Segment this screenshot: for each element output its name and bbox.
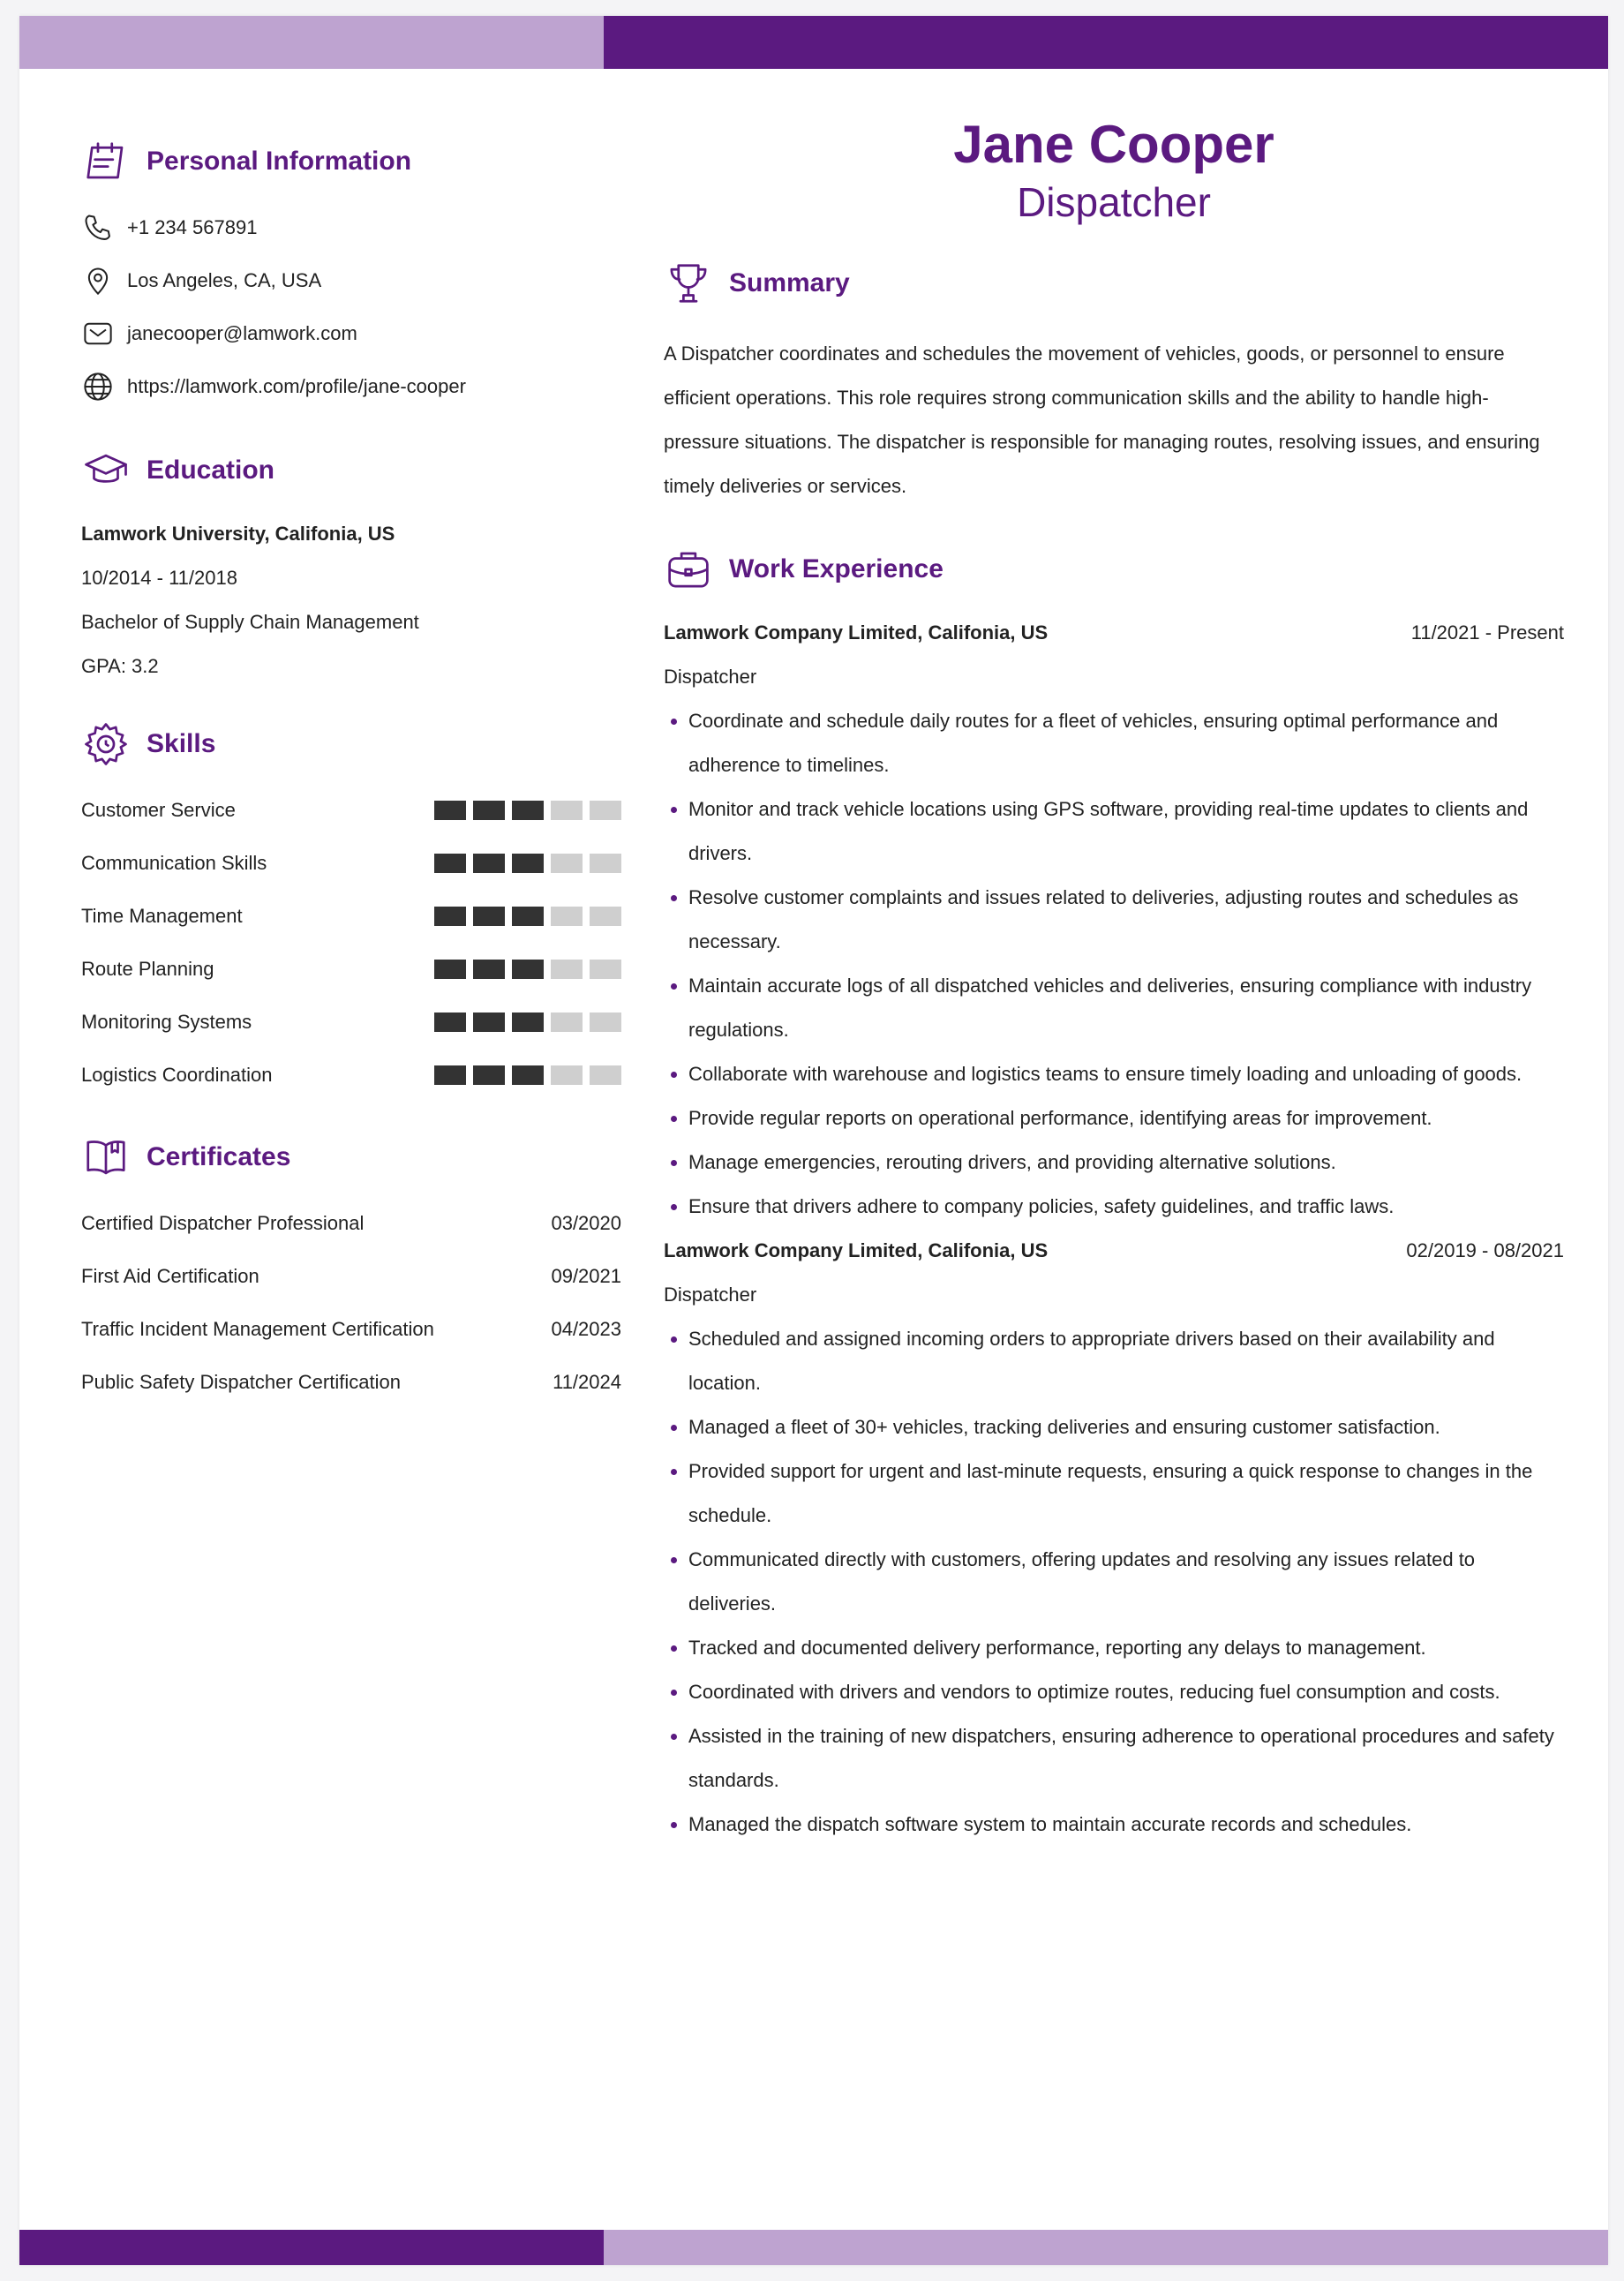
job-bullet: Scheduled and assigned incoming orders to appropriate drivers based on their availability and location. bbox=[664, 1317, 1564, 1405]
education-school: Lamwork University, Califonia, US bbox=[81, 523, 395, 545]
skill-name: Customer Service bbox=[81, 799, 236, 821]
job-role: Dispatcher bbox=[664, 1284, 757, 1306]
certificate-row bbox=[81, 1303, 621, 1356]
skill-level-meter bbox=[434, 1013, 621, 1032]
skill-level-filled bbox=[434, 801, 466, 820]
skills-heading: Skills bbox=[147, 729, 216, 758]
job-bullet: Coordinate and schedule daily routes for a fleet of vehicles, ensuring optimal performance and adherence to timelines. bbox=[664, 699, 1564, 787]
skill-level-filled bbox=[434, 854, 466, 873]
job-bullet: Communicated directly with customers, offering updates and resolving any issues related to deliveries. bbox=[664, 1538, 1564, 1626]
candidate-title: Dispatcher bbox=[1017, 179, 1211, 225]
job-bullet: Provided support for urgent and last-minute requests, ensuring a quick response to changes in the schedule. bbox=[664, 1449, 1564, 1538]
skill-level-filled bbox=[473, 1013, 505, 1032]
education-header bbox=[81, 440, 621, 501]
skill-row bbox=[81, 837, 621, 890]
certificate-date: 04/2023 bbox=[551, 1318, 621, 1340]
job-bullet: Provide regular reports on operational performance, identifying areas for improvement. bbox=[664, 1096, 1564, 1140]
certificates-heading: Certificates bbox=[147, 1142, 291, 1171]
certificate-date: 11/2024 bbox=[553, 1371, 621, 1393]
skill-level-empty bbox=[590, 854, 621, 873]
skill-name: Route Planning bbox=[81, 958, 214, 980]
skill-level-filled bbox=[434, 960, 466, 979]
briefcase-icon bbox=[664, 545, 713, 594]
right-column bbox=[664, 113, 1564, 1847]
contact-phone bbox=[81, 201, 621, 254]
education-gpa: GPA: 3.2 bbox=[81, 655, 159, 677]
job-bullet: Resolve customer complaints and issues related to deliveries, adjusting routes and schedules as necessary. bbox=[664, 876, 1564, 964]
job-bullet: Assisted in the training of new dispatchers, ensuring adherence to operational procedures and safety standards. bbox=[664, 1714, 1564, 1803]
education-entry bbox=[81, 512, 621, 689]
skill-name: Logistics Coordination bbox=[81, 1064, 273, 1086]
experience-heading: Work Experience bbox=[729, 554, 944, 583]
mail-icon bbox=[81, 317, 115, 350]
job-bullet: Manage emergencies, rerouting drivers, and providing alternative solutions. bbox=[664, 1140, 1564, 1185]
job-bullet: Collaborate with warehouse and logistics teams to ensure timely loading and unloading of goods. bbox=[664, 1052, 1564, 1096]
skill-level-filled bbox=[434, 907, 466, 926]
map-pin-icon bbox=[81, 264, 115, 297]
certificate-date: 09/2021 bbox=[551, 1265, 621, 1287]
job-entry bbox=[664, 1229, 1564, 1847]
skill-level-empty bbox=[590, 960, 621, 979]
contact-website bbox=[81, 360, 621, 413]
graduation-cap-icon bbox=[81, 446, 131, 495]
skill-level-filled bbox=[434, 1065, 466, 1085]
job-dates: 11/2021 - Present bbox=[1410, 621, 1564, 644]
skill-level-meter bbox=[434, 801, 621, 820]
candidate-name: Jane Cooper bbox=[953, 115, 1274, 174]
bottom-accent-bar-dark bbox=[19, 2230, 604, 2265]
job-bullet: Managed the dispatch software system to maintain accurate records and schedules. bbox=[664, 1803, 1564, 1847]
skill-level-filled bbox=[473, 960, 505, 979]
left-column bbox=[81, 131, 621, 1409]
job-bullet-list bbox=[664, 1317, 1564, 1847]
globe-icon bbox=[81, 370, 115, 403]
skill-row bbox=[81, 996, 621, 1049]
skills-list bbox=[81, 784, 621, 1102]
personal-info-heading: Personal Information bbox=[147, 147, 412, 176]
education-degree: Bachelor of Supply Chain Management bbox=[81, 611, 419, 633]
skill-level-empty bbox=[551, 960, 583, 979]
summary-header bbox=[664, 252, 1564, 314]
certificate-name: Traffic Incident Management Certification bbox=[81, 1318, 434, 1340]
trophy-icon bbox=[664, 259, 713, 308]
skill-level-filled bbox=[512, 801, 544, 820]
certificate-date: 03/2020 bbox=[551, 1212, 621, 1234]
job-header bbox=[664, 611, 1564, 655]
skill-level-meter bbox=[434, 854, 621, 873]
skill-level-meter bbox=[434, 960, 621, 979]
certificate-row bbox=[81, 1197, 621, 1250]
certificate-name: Public Safety Dispatcher Certification bbox=[81, 1371, 401, 1393]
skill-level-empty bbox=[590, 1013, 621, 1032]
job-bullet: Monitor and track vehicle locations using GPS software, providing real-time updates to clients and drivers. bbox=[664, 787, 1564, 876]
skill-level-meter bbox=[434, 1065, 621, 1085]
skill-level-empty bbox=[590, 1065, 621, 1085]
job-bullet: Coordinated with drivers and vendors to optimize routes, reducing fuel consumption and costs. bbox=[664, 1670, 1564, 1714]
skill-level-filled bbox=[512, 1065, 544, 1085]
skill-level-filled bbox=[512, 1013, 544, 1032]
job-company: Lamwork Company Limited, Califonia, US bbox=[664, 621, 1049, 644]
skill-level-filled bbox=[512, 854, 544, 873]
certificate-name: Certified Dispatcher Professional bbox=[81, 1212, 365, 1234]
skill-level-meter bbox=[434, 907, 621, 926]
skill-level-empty bbox=[551, 854, 583, 873]
skill-row bbox=[81, 943, 621, 996]
skill-name: Monitoring Systems bbox=[81, 1011, 252, 1033]
job-company: Lamwork Company Limited, Califonia, US bbox=[664, 1239, 1049, 1261]
skill-level-filled bbox=[512, 907, 544, 926]
book-icon bbox=[81, 1133, 131, 1182]
skill-level-empty bbox=[551, 907, 583, 926]
experience-list bbox=[664, 611, 1564, 1847]
experience-header bbox=[664, 538, 1564, 600]
skill-level-filled bbox=[434, 1013, 466, 1032]
skill-level-empty bbox=[551, 1065, 583, 1085]
skill-level-filled bbox=[473, 907, 505, 926]
skill-name: Time Management bbox=[81, 905, 243, 927]
summary-text: A Dispatcher coordinates and schedules the movement of vehicles, goods, or personnel to ensure efficient operations. This role requires strong communication skills and the ability to handle high-pressure situations. The dispatcher is responsible for managing routes, resolving issues, and ensuring timely deliveries or services. bbox=[664, 343, 1540, 497]
job-bullet: Tracked and documented delivery performance, reporting any delays to management. bbox=[664, 1626, 1564, 1670]
phone-text: +1 234 567891 bbox=[127, 216, 258, 238]
job-entry bbox=[664, 611, 1564, 1229]
skill-level-filled bbox=[473, 854, 505, 873]
job-bullet: Ensure that drivers adhere to company policies, safety guidelines, and traffic laws. bbox=[664, 1185, 1564, 1229]
personal-info-header bbox=[81, 131, 621, 192]
skill-name: Communication Skills bbox=[81, 852, 267, 874]
education-dates: 10/2014 - 11/2018 bbox=[81, 567, 237, 589]
email-link[interactable]: janecooper@lamwork.com bbox=[127, 322, 357, 344]
skill-row bbox=[81, 1049, 621, 1102]
job-dates: 02/2019 - 08/2021 bbox=[1406, 1239, 1564, 1261]
gear-icon bbox=[81, 719, 131, 769]
skill-row bbox=[81, 890, 621, 943]
top-accent-bar-dark bbox=[604, 16, 1608, 69]
resume-page bbox=[19, 16, 1608, 2265]
certificate-row bbox=[81, 1250, 621, 1303]
website-link[interactable]: https://lamwork.com/profile/jane-cooper bbox=[127, 375, 466, 397]
contact-location bbox=[81, 254, 621, 307]
location-text: Los Angeles, CA, USA bbox=[127, 269, 322, 291]
job-bullet: Managed a fleet of 30+ vehicles, tracking deliveries and ensuring customer satisfaction. bbox=[664, 1405, 1564, 1449]
contact-email bbox=[81, 307, 621, 360]
skill-level-empty bbox=[590, 801, 621, 820]
certificates-list bbox=[81, 1197, 621, 1409]
skill-level-filled bbox=[473, 801, 505, 820]
job-header bbox=[664, 1229, 1564, 1273]
skill-row bbox=[81, 784, 621, 837]
skills-header bbox=[81, 713, 621, 775]
certificate-name: First Aid Certification bbox=[81, 1265, 259, 1287]
job-bullet: Maintain accurate logs of all dispatched vehicles and deliveries, ensuring compliance with industry regulations. bbox=[664, 964, 1564, 1052]
job-bullet-list bbox=[664, 699, 1564, 1229]
calendar-notes-icon bbox=[81, 137, 131, 186]
job-role: Dispatcher bbox=[664, 666, 757, 688]
top-accent-bar-light bbox=[19, 16, 604, 69]
phone-icon bbox=[81, 211, 115, 245]
bottom-accent-bar-light bbox=[604, 2230, 1608, 2265]
skill-level-filled bbox=[512, 960, 544, 979]
summary-heading: Summary bbox=[729, 268, 850, 297]
certificates-header bbox=[81, 1126, 621, 1188]
certificate-row bbox=[81, 1356, 621, 1409]
skill-level-empty bbox=[551, 801, 583, 820]
skill-level-empty bbox=[551, 1013, 583, 1032]
skill-level-filled bbox=[473, 1065, 505, 1085]
education-heading: Education bbox=[147, 455, 275, 485]
skill-level-empty bbox=[590, 907, 621, 926]
